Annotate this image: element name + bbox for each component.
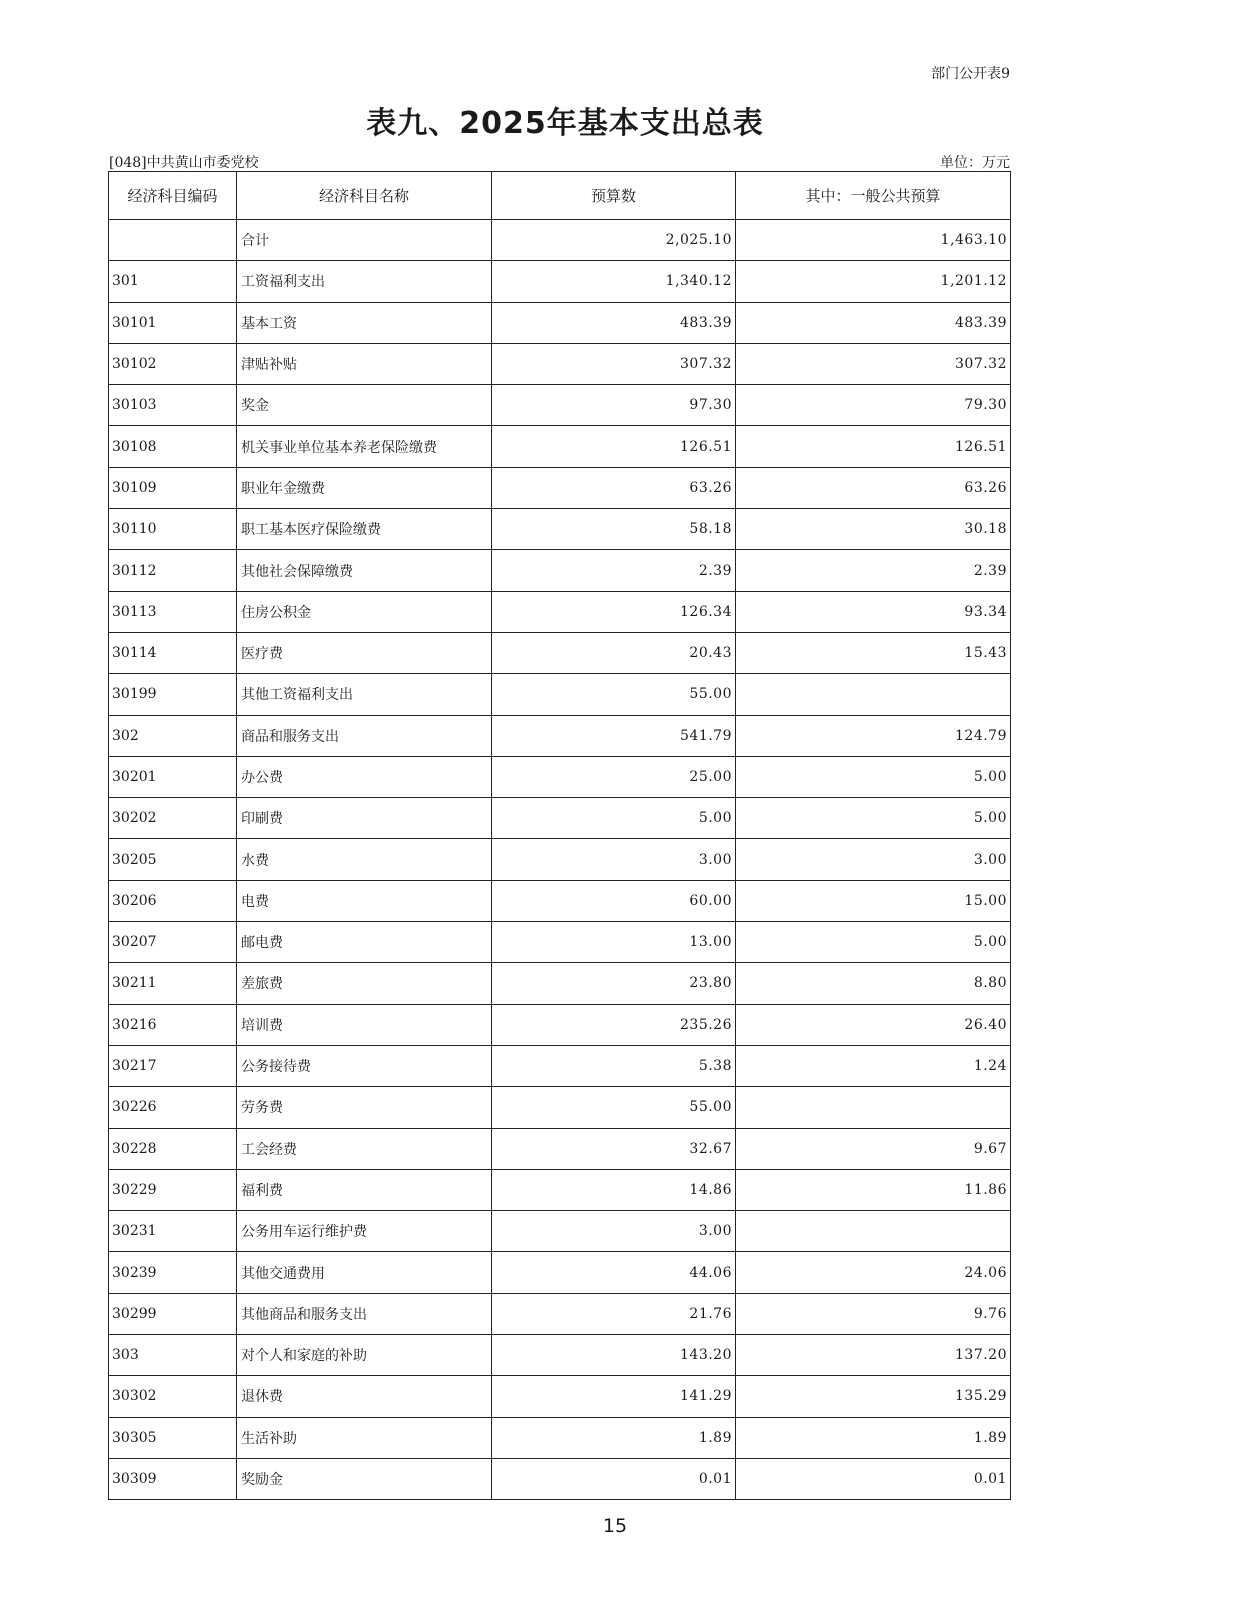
code-cell: 30113 bbox=[109, 591, 237, 632]
column-header-general-budget: 其中：一般公共预算 bbox=[736, 172, 1011, 220]
general-budget-cell: 483.39 bbox=[736, 302, 1011, 343]
name-cell: 其他社会保障缴费 bbox=[237, 550, 492, 591]
code-cell: 30102 bbox=[109, 343, 237, 384]
budget-cell: 143.20 bbox=[492, 1335, 736, 1376]
name-cell: 劳务费 bbox=[237, 1087, 492, 1128]
general-budget-cell: 26.40 bbox=[736, 1004, 1011, 1045]
code-cell: 30305 bbox=[109, 1417, 237, 1458]
table-row bbox=[109, 550, 1011, 591]
budget-cell: 63.26 bbox=[492, 467, 736, 508]
code-cell: 30201 bbox=[109, 756, 237, 797]
table-row bbox=[109, 1087, 1011, 1128]
name-cell: 生活补助 bbox=[237, 1417, 492, 1458]
name-cell: 机关事业单位基本养老保险缴费 bbox=[237, 426, 492, 467]
general-budget-cell: 93.34 bbox=[736, 591, 1011, 632]
code-cell: 30205 bbox=[109, 839, 237, 880]
code-cell: 30108 bbox=[109, 426, 237, 467]
budget-cell: 126.51 bbox=[492, 426, 736, 467]
general-budget-cell: 124.79 bbox=[736, 715, 1011, 756]
table-row bbox=[109, 674, 1011, 715]
code-cell: 30216 bbox=[109, 1004, 237, 1045]
general-budget-cell: 15.00 bbox=[736, 880, 1011, 921]
page-number: 15 bbox=[602, 1515, 628, 1537]
budget-cell: 55.00 bbox=[492, 674, 736, 715]
table-row bbox=[109, 467, 1011, 508]
general-budget-cell: 307.32 bbox=[736, 343, 1011, 384]
budget-cell: 97.30 bbox=[492, 385, 736, 426]
general-budget-cell: 1,201.12 bbox=[736, 261, 1011, 302]
table-row bbox=[109, 426, 1011, 467]
code-cell: 30302 bbox=[109, 1376, 237, 1417]
general-budget-cell: 5.00 bbox=[736, 798, 1011, 839]
table-row bbox=[109, 632, 1011, 673]
code-cell: 30228 bbox=[109, 1128, 237, 1169]
table-row bbox=[109, 1004, 1011, 1045]
budget-cell: 5.00 bbox=[492, 798, 736, 839]
table-row bbox=[109, 1335, 1011, 1376]
table-row bbox=[109, 1128, 1011, 1169]
general-budget-cell: 9.76 bbox=[736, 1293, 1011, 1334]
table-row bbox=[109, 1211, 1011, 1252]
table-row bbox=[109, 591, 1011, 632]
name-cell: 奖金 bbox=[237, 385, 492, 426]
name-cell: 对个人和家庭的补助 bbox=[237, 1335, 492, 1376]
code-cell: 30109 bbox=[109, 467, 237, 508]
budget-cell: 23.80 bbox=[492, 963, 736, 1004]
budget-cell: 0.01 bbox=[492, 1458, 736, 1499]
name-cell: 福利费 bbox=[237, 1169, 492, 1210]
name-cell: 奖励金 bbox=[237, 1458, 492, 1499]
name-cell: 公务接待费 bbox=[237, 1045, 492, 1086]
table-row bbox=[109, 1045, 1011, 1086]
unit-label: 单位：万元 bbox=[940, 155, 1010, 171]
code-cell: 303 bbox=[109, 1335, 237, 1376]
table-row bbox=[109, 1458, 1011, 1499]
code-cell: 30226 bbox=[109, 1087, 237, 1128]
general-budget-cell: 5.00 bbox=[736, 922, 1011, 963]
general-budget-cell: 1.89 bbox=[736, 1417, 1011, 1458]
code-cell: 30199 bbox=[109, 674, 237, 715]
budget-cell: 3.00 bbox=[492, 1211, 736, 1252]
general-budget-cell: 30.18 bbox=[736, 509, 1011, 550]
budget-cell: 44.06 bbox=[492, 1252, 736, 1293]
code-cell: 30103 bbox=[109, 385, 237, 426]
table-row bbox=[109, 385, 1011, 426]
name-cell: 水费 bbox=[237, 839, 492, 880]
table-row bbox=[109, 839, 1011, 880]
table-row bbox=[109, 261, 1011, 302]
table-row bbox=[109, 922, 1011, 963]
table-row bbox=[109, 798, 1011, 839]
code-cell: 30211 bbox=[109, 963, 237, 1004]
code-cell: 30207 bbox=[109, 922, 237, 963]
general-budget-cell: 15.43 bbox=[736, 632, 1011, 673]
table-row bbox=[109, 963, 1011, 1004]
general-budget-cell: 135.29 bbox=[736, 1376, 1011, 1417]
code-cell: 30217 bbox=[109, 1045, 237, 1086]
name-cell: 印刷费 bbox=[237, 798, 492, 839]
name-cell: 培训费 bbox=[237, 1004, 492, 1045]
code-cell: 30112 bbox=[109, 550, 237, 591]
table-row bbox=[109, 1169, 1011, 1210]
budget-cell: 32.67 bbox=[492, 1128, 736, 1169]
general-budget-cell: 137.20 bbox=[736, 1335, 1011, 1376]
code-cell: 30239 bbox=[109, 1252, 237, 1293]
name-cell: 合计 bbox=[237, 220, 492, 261]
name-cell: 差旅费 bbox=[237, 963, 492, 1004]
budget-cell: 541.79 bbox=[492, 715, 736, 756]
name-cell: 职工基本医疗保险缴费 bbox=[237, 509, 492, 550]
table-row bbox=[109, 1293, 1011, 1334]
name-cell: 住房公积金 bbox=[237, 591, 492, 632]
table-row bbox=[109, 1252, 1011, 1293]
name-cell: 公务用车运行维护费 bbox=[237, 1211, 492, 1252]
column-header-name: 经济科目名称 bbox=[237, 172, 492, 220]
table-row bbox=[109, 509, 1011, 550]
code-cell: 302 bbox=[109, 715, 237, 756]
table-body bbox=[109, 220, 1011, 1500]
budget-cell: 2.39 bbox=[492, 550, 736, 591]
unit-name: [048]中共黄山市委党校 bbox=[109, 155, 259, 171]
budget-cell: 307.32 bbox=[492, 343, 736, 384]
code-cell: 30101 bbox=[109, 302, 237, 343]
budget-cell: 5.38 bbox=[492, 1045, 736, 1086]
name-cell: 退休费 bbox=[237, 1376, 492, 1417]
name-cell: 基本工资 bbox=[237, 302, 492, 343]
name-cell: 其他商品和服务支出 bbox=[237, 1293, 492, 1334]
name-cell: 工资福利支出 bbox=[237, 261, 492, 302]
name-cell: 职业年金缴费 bbox=[237, 467, 492, 508]
table-row bbox=[109, 756, 1011, 797]
name-cell: 工会经费 bbox=[237, 1128, 492, 1169]
budget-cell: 20.43 bbox=[492, 632, 736, 673]
general-budget-cell: 8.80 bbox=[736, 963, 1011, 1004]
budget-cell: 483.39 bbox=[492, 302, 736, 343]
general-budget-cell: 0.01 bbox=[736, 1458, 1011, 1499]
general-budget-cell: 9.67 bbox=[736, 1128, 1011, 1169]
name-cell: 办公费 bbox=[237, 756, 492, 797]
column-header-code: 经济科目编码 bbox=[109, 172, 237, 220]
table-row bbox=[109, 880, 1011, 921]
budget-cell: 1.89 bbox=[492, 1417, 736, 1458]
document-tag: 部门公开表9 bbox=[931, 66, 1010, 82]
general-budget-cell: 63.26 bbox=[736, 467, 1011, 508]
general-budget-cell: 11.86 bbox=[736, 1169, 1011, 1210]
general-budget-cell: 2.39 bbox=[736, 550, 1011, 591]
code-cell: 30110 bbox=[109, 509, 237, 550]
budget-cell: 141.29 bbox=[492, 1376, 736, 1417]
table-row bbox=[109, 715, 1011, 756]
table-row bbox=[109, 302, 1011, 343]
code-cell: 30299 bbox=[109, 1293, 237, 1334]
code-cell: 30309 bbox=[109, 1458, 237, 1499]
code-cell: 301 bbox=[109, 261, 237, 302]
code-cell: 30229 bbox=[109, 1169, 237, 1210]
general-budget-cell: 126.51 bbox=[736, 426, 1011, 467]
name-cell: 津贴补贴 bbox=[237, 343, 492, 384]
table-row bbox=[109, 1376, 1011, 1417]
page-title: 表九、2025年基本支出总表 bbox=[366, 106, 764, 141]
code-cell bbox=[109, 220, 237, 261]
budget-cell: 14.86 bbox=[492, 1169, 736, 1210]
name-cell: 医疗费 bbox=[237, 632, 492, 673]
expenditure-table bbox=[108, 171, 1011, 1500]
budget-cell: 2,025.10 bbox=[492, 220, 736, 261]
budget-cell: 1,340.12 bbox=[492, 261, 736, 302]
name-cell: 其他交通费用 bbox=[237, 1252, 492, 1293]
table-row bbox=[109, 343, 1011, 384]
budget-cell: 25.00 bbox=[492, 756, 736, 797]
name-cell: 其他工资福利支出 bbox=[237, 674, 492, 715]
table-header-row bbox=[109, 172, 1011, 220]
code-cell: 30114 bbox=[109, 632, 237, 673]
code-cell: 30206 bbox=[109, 880, 237, 921]
table-row bbox=[109, 1417, 1011, 1458]
general-budget-cell: 79.30 bbox=[736, 385, 1011, 426]
general-budget-cell: 5.00 bbox=[736, 756, 1011, 797]
general-budget-cell: 1.24 bbox=[736, 1045, 1011, 1086]
general-budget-cell: 3.00 bbox=[736, 839, 1011, 880]
table-row bbox=[109, 220, 1011, 261]
budget-cell: 235.26 bbox=[492, 1004, 736, 1045]
name-cell: 邮电费 bbox=[237, 922, 492, 963]
name-cell: 商品和服务支出 bbox=[237, 715, 492, 756]
general-budget-cell: 1,463.10 bbox=[736, 220, 1011, 261]
general-budget-cell bbox=[736, 1087, 1011, 1128]
general-budget-cell: 24.06 bbox=[736, 1252, 1011, 1293]
general-budget-cell bbox=[736, 674, 1011, 715]
general-budget-cell bbox=[736, 1211, 1011, 1252]
budget-cell: 126.34 bbox=[492, 591, 736, 632]
column-header-budget: 预算数 bbox=[492, 172, 736, 220]
code-cell: 30231 bbox=[109, 1211, 237, 1252]
name-cell: 电费 bbox=[237, 880, 492, 921]
code-cell: 30202 bbox=[109, 798, 237, 839]
budget-cell: 58.18 bbox=[492, 509, 736, 550]
budget-cell: 21.76 bbox=[492, 1293, 736, 1334]
budget-cell: 60.00 bbox=[492, 880, 736, 921]
budget-cell: 55.00 bbox=[492, 1087, 736, 1128]
budget-cell: 3.00 bbox=[492, 839, 736, 880]
budget-cell: 13.00 bbox=[492, 922, 736, 963]
